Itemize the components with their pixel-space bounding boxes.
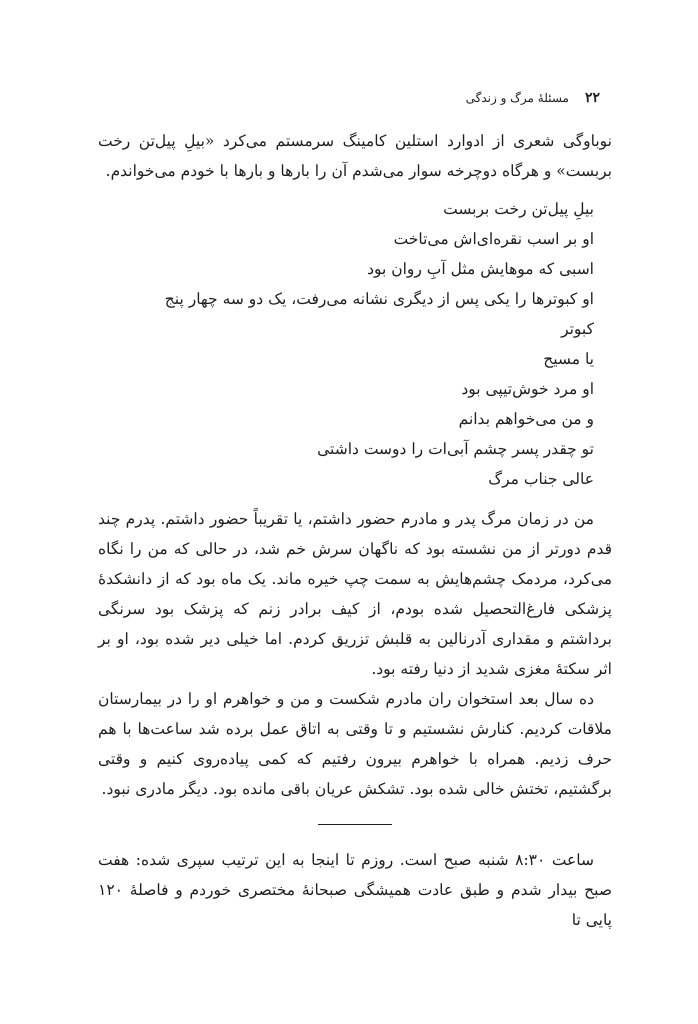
poem-line: و من می‌خواهم بدانم: [458, 410, 594, 428]
paragraph-mother-hospital: ده سال بعد استخوان ران مادرم شکست و من و خواهرم او را در بیمارستان ملاقات کردیم. کنارش نشستیم و تا وقتی به اتاق عمل برده شد ساعت‌ها با هم حرف زدیم. همراه با خواهرم بیرون رفتیم که کمی پیاده‌روی کنیم و وقتی برگشتیم، تختش خالی شده بود. تشکش عریان باقی مانده بود. دیگر مادری نبود.: [98, 690, 612, 798]
poem-line: تو چقدر پسر چشم آبی‌ات را دوست داشتی: [317, 440, 594, 458]
poem-line: کبوتر: [561, 320, 594, 338]
page-number: ۲۲: [584, 90, 600, 106]
poem-line: او کبوترها را یکی پس از دیگری نشانه می‌رفت، یک دو سه چهار پنج: [164, 290, 594, 308]
paragraph-parents-death: من در زمان مرگ پدر و مادرم حضور داشتم، یا تقریباً حضور داشتم. پدرم چند قدم دورتر از من نشسته بود که ناگهان سرش خم شد، در حالی که من را نگاه می‌کرد، مردمک چشم‌هایش به سمت چپ خیره ماند. یک ماه بود که از دانشکدهٔ پزشکی فارغ‌التحصیل شده بودم، از کیف برادر زنم که پزشک بود سرنگی برداشتم و مقداری آدرنالین به قلبش تزریق کردم. اما خیلی دیر شده بود، او بر اثر سکتهٔ مغزی شدید از دنیا رفته بود.: [98, 510, 612, 678]
poem-line: اسبی که موهایش مثل آبِ روان بود: [367, 260, 594, 278]
poem-line: او بر اسب نقره‌ای‌اش می‌تاخت: [393, 230, 594, 248]
running-title: مسئلهٔ مرگ و زندگی: [465, 91, 569, 105]
poem-line: یا مسیح: [543, 350, 594, 368]
poem-line: او مرد خوش‌تیپی بود: [461, 380, 594, 398]
section-divider: [318, 824, 392, 825]
page-body: [98, 126, 612, 935]
poem-line: عالی جناب مرگ: [488, 470, 594, 488]
poem-line: بیلِ پیل‌تن رخت بربست: [443, 200, 594, 218]
intro-paragraph: نوباوگی شعری از ادوارد استلین کامینگ سرمستم می‌کرد «بیلِ پیل‌تن رخت بربست» و هرگاه دوچرخه سوار می‌شدم آن را بارها و بارها با خودم می‌خواندم.: [98, 132, 612, 180]
poem: [98, 194, 594, 494]
paragraph-saturday-morning: ساعت ۸:۳۰ شنبه صبح است. روزم تا اینجا به این ترتیب سپری شده: هفت صبح بیدار شدم و طبق عادت همیشگی صبحانهٔ مختصری خوردم و فاصلهٔ ۱۲۰ پایی تا: [98, 851, 612, 929]
running-header: [98, 90, 600, 110]
